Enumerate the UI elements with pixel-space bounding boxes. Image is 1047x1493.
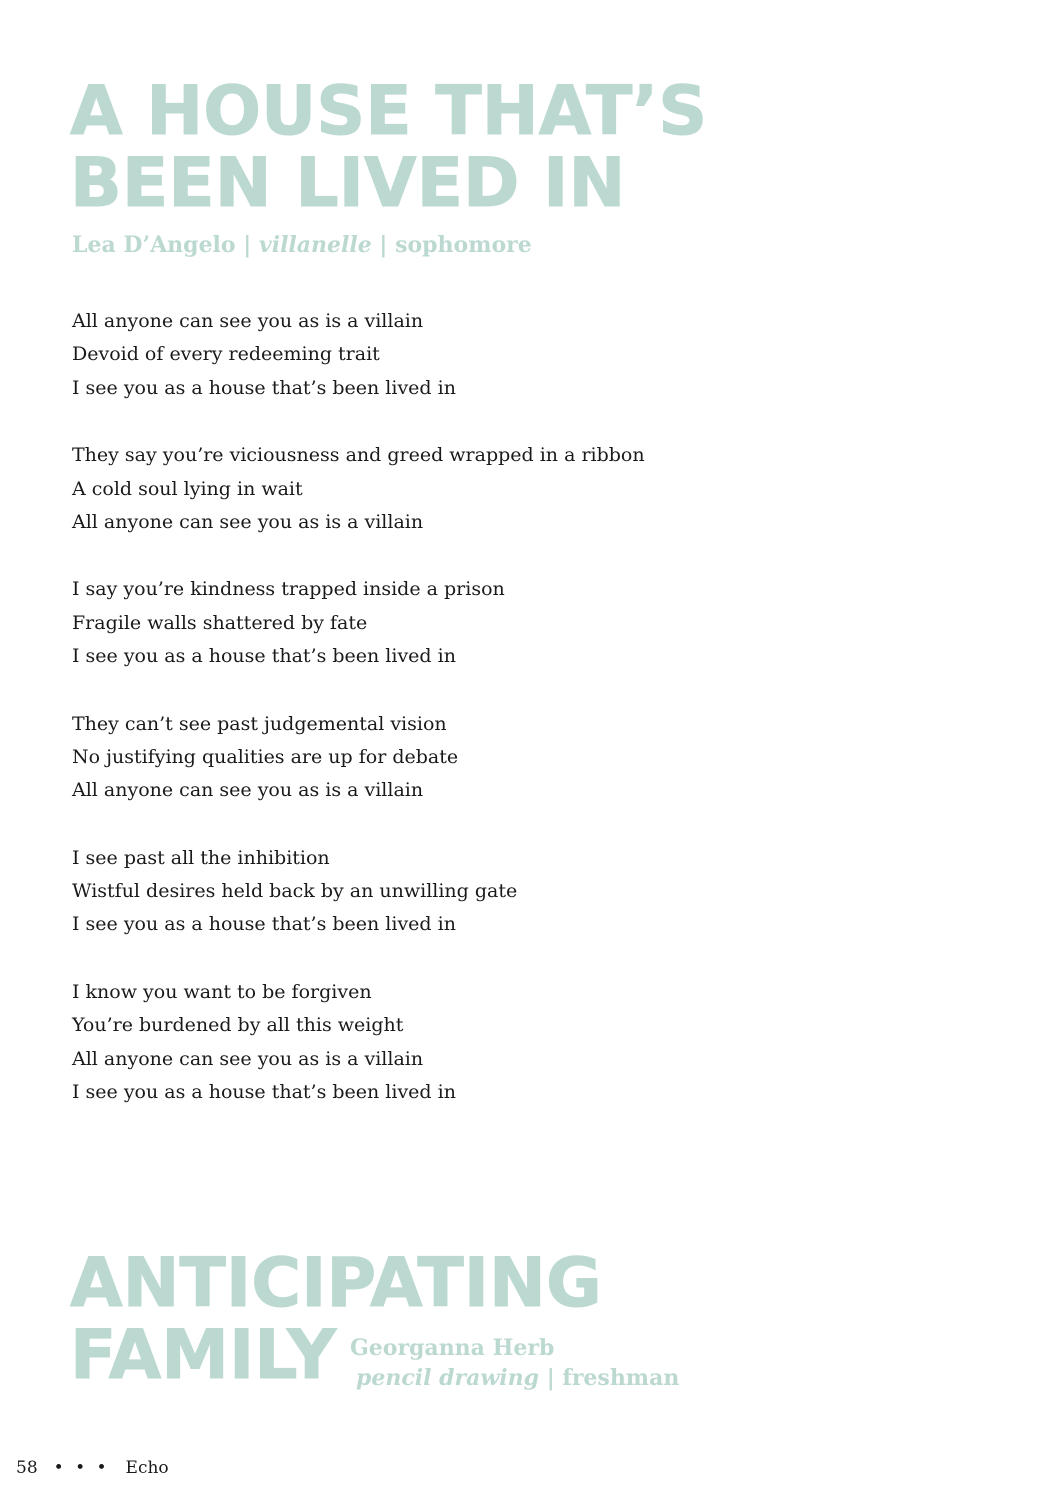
stanza-4 <box>72 708 645 808</box>
poem-author: Lea D’Angelo <box>72 232 236 258</box>
verse-line: A cold soul lying in wait <box>72 477 303 500</box>
verse-line: All anyone can see you as is a villain <box>72 510 424 533</box>
verse-line: I see you as a house that’s been lived in <box>72 1081 456 1104</box>
verse-line: I see you as a house that’s been lived in <box>72 645 456 668</box>
verse-line: Fragile walls shattered by fate <box>72 611 368 634</box>
byline-separator: | <box>371 232 396 258</box>
verse-line: I see you as a house that’s been lived in <box>72 376 456 399</box>
artwork-medium-line <box>350 1363 679 1393</box>
poem-form: villanelle <box>258 232 372 258</box>
artwork-medium: pencil drawing <box>356 1365 540 1391</box>
poem-title-line-2: BEEN LIVED IN <box>70 144 626 223</box>
credit-separator: | <box>539 1365 563 1391</box>
artist-grade: freshman <box>562 1365 680 1391</box>
verse-line: They can’t see past judgemental vision <box>72 712 447 735</box>
poem-title <box>70 72 708 223</box>
stanza-5 <box>72 842 645 942</box>
verse-line: All anyone can see you as is a villain <box>72 310 424 332</box>
verse-line: Wistful desires held back by an unwilling gate <box>72 880 518 903</box>
verse-line: They say you’re viciousness and greed wrapped in a ribbon <box>72 444 645 467</box>
verse-line: You’re burdened by all this weight <box>72 1014 404 1037</box>
stanza-3 <box>72 573 645 673</box>
verse-line: I see past all the inhibition <box>72 846 330 869</box>
poem-body <box>72 305 645 1143</box>
artwork-title-line-2: FAMILY <box>70 1316 337 1395</box>
artwork-title-line-1: ANTICIPATING <box>70 1244 602 1323</box>
verse-line: I know you want to be forgiven <box>72 980 372 1003</box>
stanza-6 <box>72 976 645 1110</box>
verse-line: All anyone can see you as is a villain <box>72 1047 424 1070</box>
verse-line: I see you as a house that’s been lived in <box>72 913 456 936</box>
stanza-2 <box>72 439 645 539</box>
verse-line: Devoid of every redeeming trait <box>72 343 380 366</box>
artwork-credit <box>350 1333 679 1393</box>
poem-byline <box>72 232 532 258</box>
verse-line: No justifying qualities are up for debate <box>72 745 459 768</box>
stanza-1 <box>72 305 645 405</box>
footer-dots: • • • <box>53 1458 110 1478</box>
publication-name: Echo <box>125 1458 169 1478</box>
poem-title-line-1: A HOUSE THAT’S <box>70 72 708 151</box>
poem-grade: sophomore <box>395 232 532 258</box>
page-number: 58 <box>16 1458 38 1478</box>
page-footer <box>16 1458 169 1478</box>
verse-line: All anyone can see you as is a villain <box>72 779 424 802</box>
verse-line: I say you’re kindness trapped inside a prison <box>72 578 505 601</box>
byline-separator: | <box>235 232 259 258</box>
artist-name: Georganna Herb <box>350 1335 555 1361</box>
